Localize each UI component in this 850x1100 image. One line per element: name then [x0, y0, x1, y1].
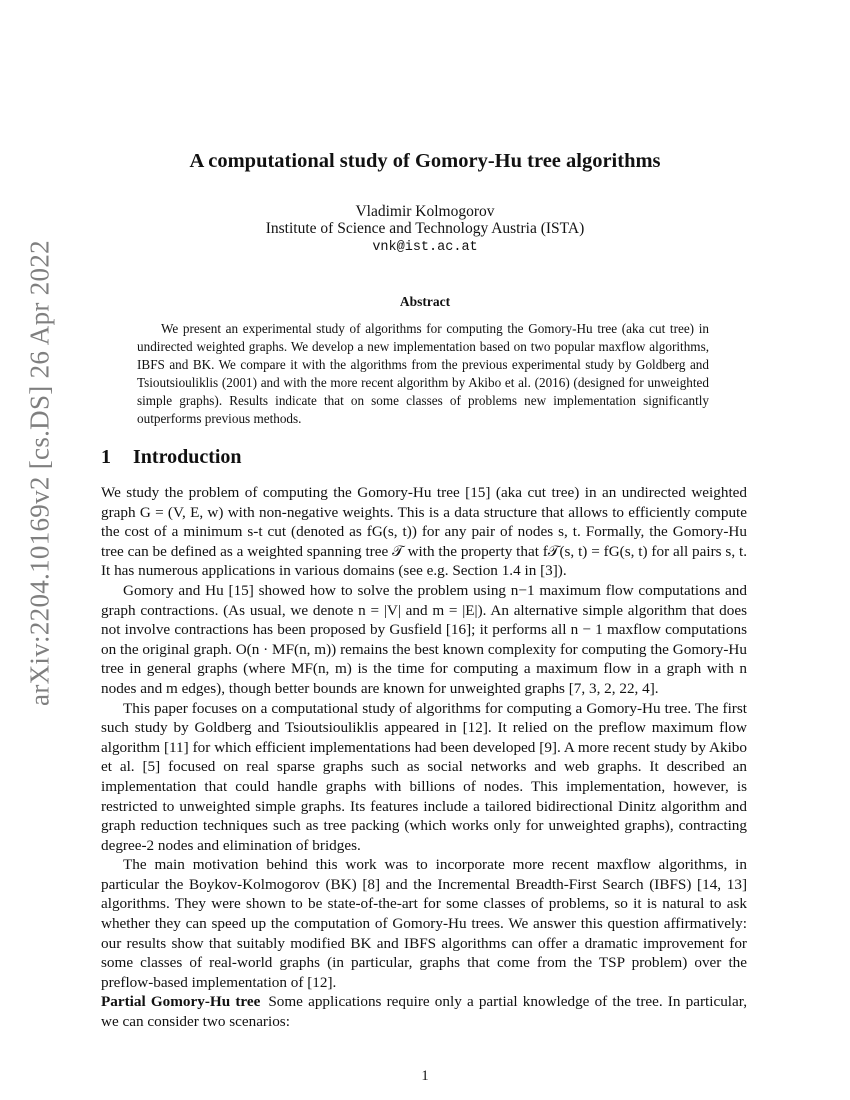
arxiv-identifier: arXiv:2204.10169v2 [cs.DS] 26 Apr 2022: [24, 240, 55, 706]
paragraph-2: Gomory and Hu [15] showed how to solve the problem using n−1 maximum flow computations and graph contractions. (As usual, we denote n = |V| and m = |E|). An alternative simple algorithm that does not involve contractions has been proposed by Gusfield [16]; it performs all n − 1 maxflow computations on the original graph. O(n · MF(n, m)) remains the best known complexity for computing the Gomory-Hu tree in general graphs (where MF(n, m) is the time for computing a maximum flow in a graph with n nodes and m edges), though better bounds are known for unweighted graphs [7, 3, 2, 22, 4].: [101, 581, 747, 697]
paragraph-3: This paper focuses on a computational study of algorithms for computing a Gomory-Hu tree. The first such study by Goldberg and Tsioutsiouliklis appeared in [12]. It relied on the preflow maximum flow algorithm [11] for which efficient implementations had been developed [9]. A more recent study by Akibo et al. [5] focused on real sparse graphs such as social networks and web graphs. It described an implementation that could handle graphs with billions of nodes. This implementation, however, is restricted to unweighted simple graphs. Its features include a tailored bidirectional Dinitz algorithm and graph reduction techniques such as tree packing (which works only for unweighted graphs), contracting degree-2 nodes and elimination of bridges.: [101, 699, 747, 854]
author-affiliation: Institute of Science and Technology Austria (ISTA): [265, 220, 585, 237]
section-heading: [101, 446, 242, 469]
arxiv-side-stamp: [18, 240, 62, 706]
partial-gomory-hu-paragraph: [101, 992, 747, 1031]
partial-text: Some applications require only a partial knowledge of the tree. In particular, we can consider two scenarios:: [101, 993, 747, 1031]
paper-title: A computational study of Gomory-Hu tree algorithms: [189, 150, 661, 172]
author-email[interactable]: vnk@ist.ac.at: [372, 240, 478, 255]
paragraph-1: We study the problem of computing the Gomory-Hu tree [15] (aka cut tree) in an undirected weighted graph G = (V, E, w) with non-negative weights. This is a data structure that allows to efficiently compute the cost of a minimum s-t cut (denoted as fG(s, t)) for any pair of nodes s, t. Formally, the Gomory-Hu tree can be defined as a weighted spanning tree 𝒯 with the property that f𝒯(s, t) = fG(s, t) for all pairs s, t. It has numerous applications in various domains (see e.g. Section 1.4 in [3]).: [101, 484, 747, 580]
run-in-heading: Partial Gomory-Hu tree: [101, 993, 261, 1011]
page-number: 1: [421, 1068, 429, 1084]
abstract-heading: Abstract: [399, 294, 451, 309]
abstract-text: We present an experimental study of algorithms for computing the Gomory-Hu tree (aka cut tree) in undirected weighted graphs. We develop a new implementation based on two popular maxflow algorithms, IBFS and BK. We compare it with the algorithms from the previous experimental study by Goldberg and Tsioutsiouliklis (2001) and with the more recent algorithm by Akibo et al. (2016) (designed for unweighted simple graphs). Results indicate that on some classes of problems new implementation significantly outperforms previous methods.: [137, 321, 709, 426]
section-title: Introduction: [133, 446, 242, 468]
body-text: [101, 483, 747, 1032]
paragraph-4: The main motivation behind this work was to incorporate more recent maxflow algorithms, in particular the Boykov-Kolmogorov (BK) [8] and the Incremental Breadth-First Search (IBFS) [14, 13] algorithms. They were shown to be state-of-the-art for some classes of problems, so it is natural to ask whether they can speed up the computation of Gomory-Hu trees. We answer this question affirmatively: our results show that suitably modified BK and IBFS algorithms can offer a dramatic improvement for some classes of real-world graphs (in particular, graphs that come from the TSP problem) over the preflow-based implementation of [12].: [101, 856, 747, 991]
author-name: Vladimir Kolmogorov: [355, 203, 495, 220]
section-number: 1: [101, 446, 111, 468]
